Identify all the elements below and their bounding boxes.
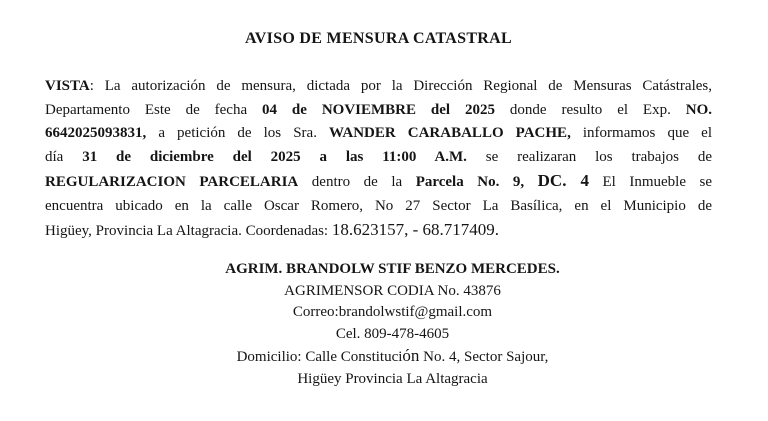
text-line: [45, 345, 740, 369]
text-segment: AGRIMENSOR CODIA No. 43876: [284, 282, 501, 299]
notice-paragraph: [45, 75, 712, 244]
bold-text-segment: Parcela No. 9,: [415, 174, 525, 190]
text-line: [45, 99, 712, 123]
surveyor-signature-block: [45, 259, 740, 390]
text-segment: a petición de los Sra.: [146, 125, 330, 141]
text-line: [45, 218, 712, 244]
text-line: [45, 146, 712, 170]
bold-text-segment: 04 de NOVIEMBRE del 2025: [262, 101, 495, 118]
bold-text-segment: AGRIM. BRANDOLW STIF BENZO MERCEDES.: [225, 261, 560, 277]
text-segment: ón: [402, 346, 420, 365]
bold-text-segment: WANDER CARABALLO PACHE,: [329, 125, 571, 141]
bold-text-segment: NO.: [685, 101, 712, 118]
text-segment: se realizaran los trabajos de: [466, 148, 712, 165]
bold-text-segment: REGULARIZACION PARCELARIA: [45, 174, 299, 190]
text-line: [45, 75, 712, 99]
text-segment: Correo:brandolwstif@gmail.com: [292, 304, 493, 320]
text-segment: Departamento Este de fecha: [45, 101, 263, 118]
text-segment: El Inmueble se: [588, 174, 713, 190]
bold-text-segment: 6642025093831,: [45, 125, 147, 141]
text-segment: : La autorización de mensura, dictada por la Dirección Regional de Mensuras Catástrales,: [89, 78, 712, 94]
text-segment: Domicilio: Calle Constituci: [236, 349, 403, 365]
text-segment: 18.623157, - 68.717409.: [331, 220, 500, 239]
text-segment: [524, 174, 538, 190]
bold-text-segment: 31 de diciembre del 2025 a las 11:00 A.M.: [82, 148, 467, 165]
text-segment: dentro de la: [298, 174, 416, 190]
text-segment: informamos que el: [570, 125, 712, 141]
text-line: [45, 195, 712, 219]
text-line: [45, 281, 740, 303]
bold-text-segment: DC. 4: [537, 171, 589, 190]
text-segment: Cel. 809-478-4605: [335, 325, 450, 342]
text-line: [45, 122, 712, 146]
text-line: [45, 302, 740, 324]
text-segment: día: [45, 148, 83, 165]
text-segment: encuentra ubicado en la calle Oscar Romero, No 27 Sector La Basílica, en el Municipio de: [45, 197, 712, 214]
text-segment: donde resulto el Exp.: [495, 101, 686, 118]
text-line: [45, 369, 740, 391]
text-segment: No. 4, Sector Sajour,: [419, 349, 549, 365]
bold-text-segment: VISTA: [45, 78, 90, 94]
text-line: [45, 259, 740, 281]
document-title: AVISO DE MENSURA CATASTRAL: [245, 30, 512, 47]
text-segment: Higüey, Provincia La Altagracia. Coordenadas:: [45, 223, 332, 239]
text-segment: Higüey Provincia La Altagracia: [297, 370, 488, 387]
text-line: [45, 324, 740, 346]
text-line: [45, 169, 712, 195]
